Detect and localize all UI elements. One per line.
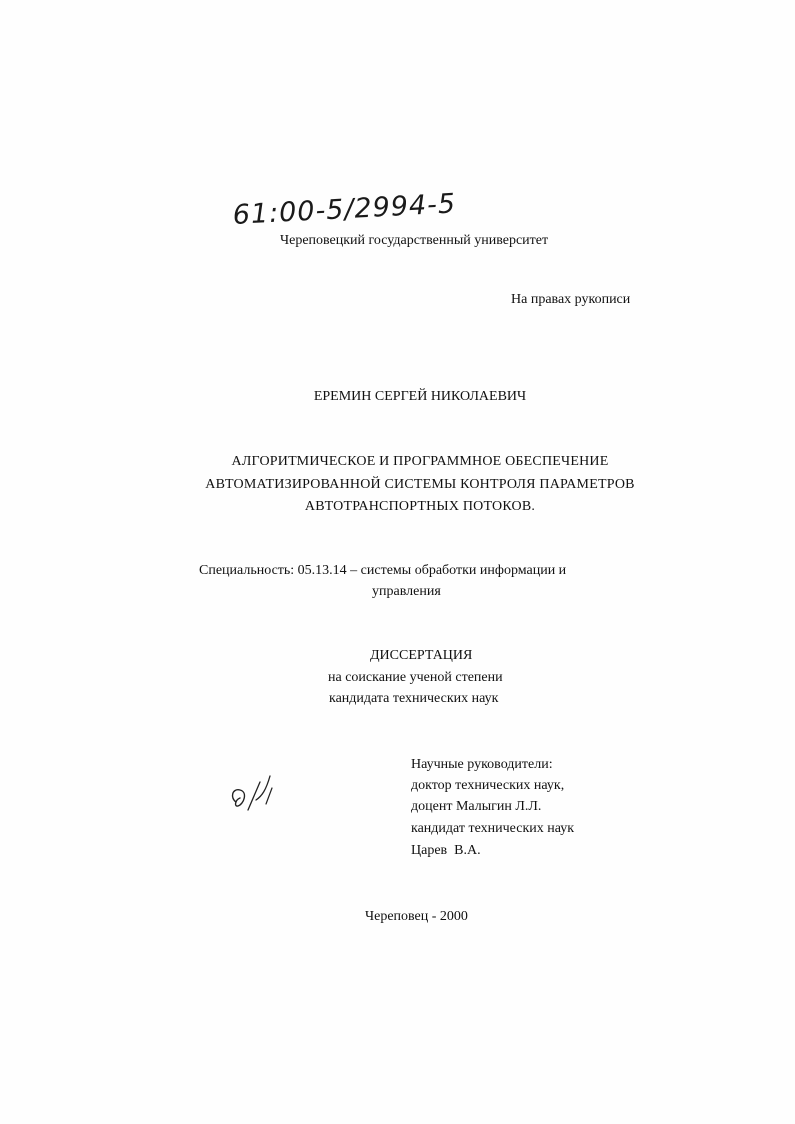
university-name: Череповецкий государственный университет: [280, 233, 549, 248]
handwritten-archive-code: 61:00-5/2994-5: [232, 188, 457, 231]
degree-line-2: кандидата технических наук: [329, 691, 499, 706]
specialty-line-2: управления: [372, 584, 441, 599]
supervisor-line-3: кандидат технических наук: [411, 821, 575, 836]
dissertation-title-line-3: АВТОТРАНСПОРТНЫХ ПОТОКОВ.: [304, 499, 536, 514]
place-and-year: Череповец - 2000: [365, 909, 468, 924]
supervisor-line-4: Царев В.А.: [411, 843, 481, 858]
dissertation-heading: ДИССЕРТАЦИЯ: [370, 648, 473, 663]
supervisor-line-2: доцент Малыгин Л.Л.: [411, 799, 542, 814]
rights-note: На правах рукописи: [511, 292, 631, 307]
author-name: ЕРЕМИН СЕРГЕЙ НИКОЛАЕВИЧ: [313, 389, 527, 404]
specialty-line-1: Специальность: 05.13.14 – системы обработки информации и: [199, 563, 567, 578]
supervisor-line-1: доктор технических наук,: [411, 778, 565, 793]
signature-mark: [226, 770, 286, 820]
supervisors-heading: Научные руководители:: [411, 757, 553, 772]
degree-line-1: на соискание ученой степени: [328, 670, 503, 685]
dissertation-title-line-2: АВТОМАТИЗИРОВАННОЙ СИСТЕМЫ КОНТРОЛЯ ПАРАМЕТРОВ: [205, 477, 635, 492]
dissertation-title-line-1: АЛГОРИТМИЧЕСКОЕ И ПРОГРАММНОЕ ОБЕСПЕЧЕНИЕ: [231, 454, 609, 469]
